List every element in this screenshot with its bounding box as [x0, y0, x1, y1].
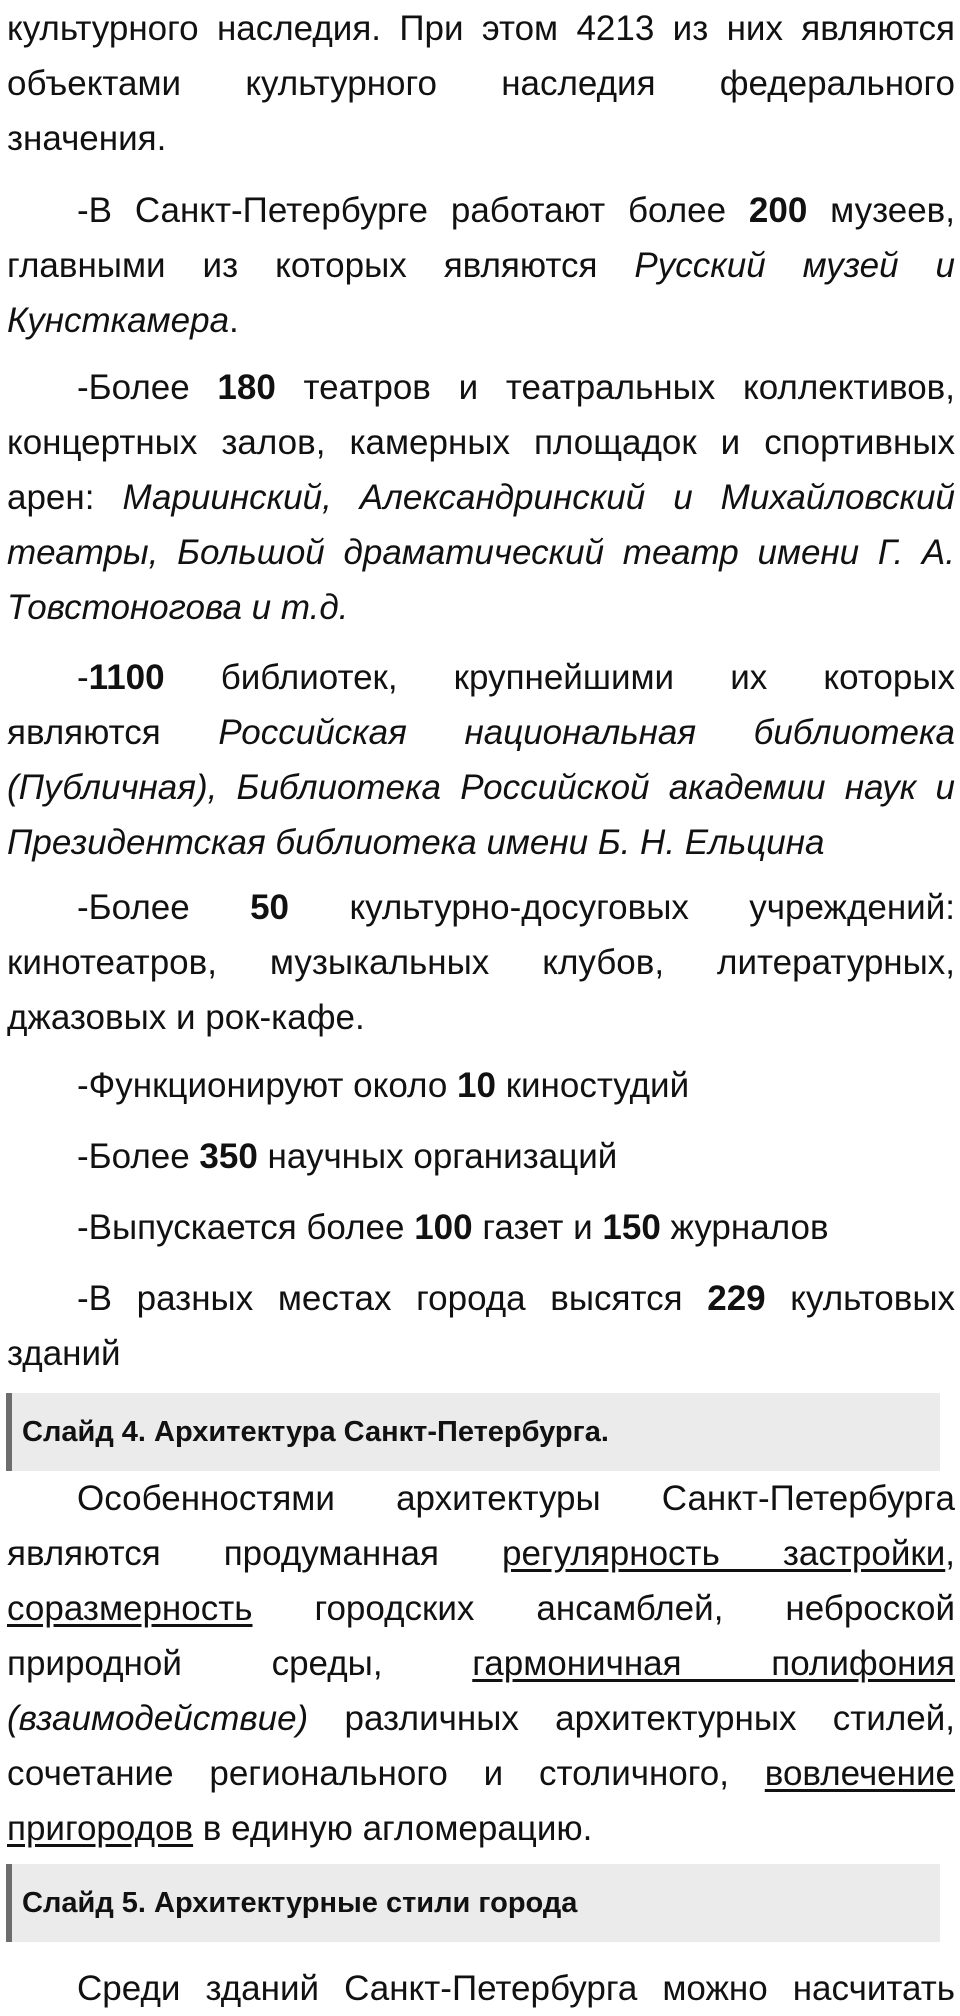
text-span: газет и: [472, 1208, 603, 1247]
text-line: [7, 1801, 955, 1856]
text-span: различных архитектурных стилей,: [308, 1699, 955, 1738]
leisure-count: 50: [250, 888, 290, 927]
italic-span: (взаимодействие): [7, 1699, 309, 1738]
text-span: сочетание регионального и столичного,: [7, 1754, 765, 1793]
theatres-paragraph: [7, 360, 955, 635]
text-span: -Выпускается более: [77, 1208, 415, 1247]
magazines-count: 150: [602, 1208, 661, 1247]
text-line: значения.: [7, 119, 167, 158]
text-line: [7, 525, 955, 580]
text-span: -Более: [77, 368, 218, 407]
text-span: -В разных местах города высятся: [77, 1279, 708, 1318]
text-line: [7, 360, 955, 415]
text-line: [7, 238, 955, 293]
text-span: городских ансамблей, неброской: [252, 1589, 955, 1628]
italic-span: театры, Большой драматический театр имени Г. А.: [7, 533, 955, 572]
studios-paragraph: [7, 1058, 955, 1113]
science-count: 350: [199, 1137, 258, 1176]
text-line: [7, 760, 955, 815]
italic-span: Кунсткамера: [7, 301, 230, 340]
text-span: журналов: [660, 1208, 829, 1247]
text-line: концертных залов, камерных площадок и спортивных: [7, 423, 955, 462]
newspapers-count: 100: [414, 1208, 473, 1247]
italic-span: Товстоногова и т.д.: [7, 588, 349, 627]
text-span: -Более: [77, 1137, 200, 1176]
underlined-span: гармоничная полифония: [472, 1644, 955, 1683]
italic-span: Мариинский, Александринский и Михайловский: [122, 478, 955, 517]
text-line: культурного наследия. При этом 4213 из них являются: [7, 9, 955, 48]
text-line: [7, 1526, 955, 1581]
text-span: театров и театральных коллективов,: [275, 368, 955, 407]
text-span: культовых: [765, 1279, 955, 1318]
text-span: культурно-досуговых учреждений:: [289, 888, 955, 927]
slide-4-heading: Слайд 4. Архитектура Санкт-Петербурга.: [6, 1393, 940, 1471]
italic-span: (Публичная), Библиотека Российской академии наук и: [7, 768, 955, 807]
intro-paragraph: [7, 1, 955, 166]
text-line: джазовых и рок-кафе.: [7, 998, 365, 1037]
text-line: [7, 580, 955, 635]
underlined-span: вовлечение: [764, 1754, 955, 1793]
slide-5-heading: Слайд 5. Архитектурные стили города: [6, 1864, 940, 1942]
leisure-paragraph: [7, 880, 955, 1045]
text-span: .: [229, 301, 239, 340]
text-line: Среди зданий Санкт-Петербурга можно насчитать: [77, 1969, 955, 2008]
studios-count: 10: [457, 1066, 496, 1105]
libraries-paragraph: [7, 650, 955, 870]
underlined-span: регулярность застройки: [502, 1534, 946, 1573]
text-line: [7, 1058, 955, 1113]
text-line: [7, 183, 955, 238]
text-span: библиотек, крупнейшими их которых: [164, 658, 955, 697]
text-span: главными из которых являются: [7, 246, 635, 285]
text-span: музеев,: [807, 191, 955, 230]
italic-span: Русский музей и: [634, 246, 956, 285]
text-line: [7, 1271, 955, 1326]
text-line: [7, 293, 955, 348]
text-span: являются: [7, 713, 219, 752]
libraries-count: 1100: [88, 658, 165, 697]
text-line: [7, 1581, 955, 1636]
text-span: в единую агломерацию.: [193, 1809, 593, 1848]
text-line: [7, 1691, 955, 1746]
text-span: являются продуманная: [7, 1534, 502, 1573]
text-line: [7, 705, 955, 760]
museums-count: 200: [748, 191, 808, 230]
museums-paragraph: [7, 183, 955, 348]
text-span: научных организаций: [257, 1137, 618, 1176]
underlined-span: пригородов: [7, 1809, 194, 1848]
text-span: -Функционируют около: [77, 1066, 458, 1105]
text-line: Особенностями архитектуры Санкт-Петербурга: [77, 1479, 955, 1518]
text-line: [7, 815, 955, 870]
text-span: -В Санкт-Петербурге работают более: [77, 191, 749, 230]
cult-buildings-paragraph: [7, 1271, 955, 1381]
italic-span: Президентская библиотека имени Б. Н. Ельцина: [7, 823, 825, 862]
text-span: ,: [945, 1534, 955, 1573]
text-line: [7, 1636, 955, 1691]
text-line: [7, 650, 955, 705]
text-span: арен:: [7, 478, 123, 517]
text-span: природной среды,: [7, 1644, 473, 1683]
text-line: [7, 1746, 955, 1801]
science-paragraph: [7, 1129, 955, 1184]
text-line: зданий: [7, 1334, 121, 1373]
theatres-count: 180: [217, 368, 276, 407]
architecture-paragraph: [7, 1471, 955, 1856]
text-line: кинотеатров, музыкальных клубов, литературных,: [7, 943, 955, 982]
text-line: [7, 1200, 955, 1255]
text-span: -Более: [77, 888, 251, 927]
text-line: [7, 470, 955, 525]
press-paragraph: [7, 1200, 955, 1255]
text-line: [7, 1129, 955, 1184]
styles-paragraph: [7, 1961, 955, 2016]
underlined-span: соразмерность: [7, 1589, 253, 1628]
cult-buildings-count: 229: [707, 1279, 766, 1318]
text-span: -: [77, 658, 89, 697]
text-span: киностудий: [495, 1066, 690, 1105]
text-line: объектами культурного наследия федерального: [7, 64, 955, 103]
text-line: [7, 880, 955, 935]
italic-span: Российская национальная библиотека: [218, 713, 955, 752]
